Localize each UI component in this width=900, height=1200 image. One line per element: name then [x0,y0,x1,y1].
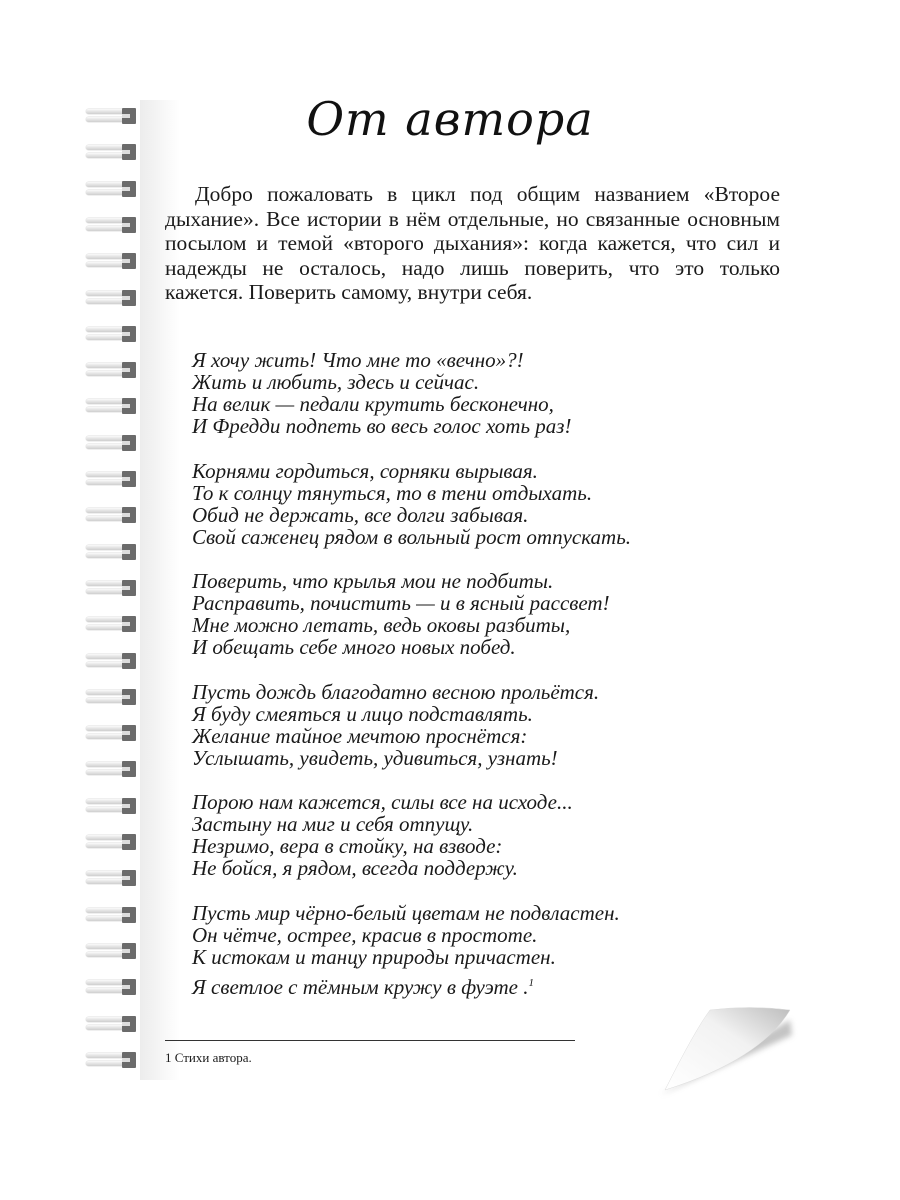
poem-line: Я хочу жить! Что мне то «вечно»?! [192,348,524,372]
poem-line: К истокам и танцу природы причастен. [192,944,556,969]
poem-line: Поверить, что крылья мои не подбиты. [192,569,554,593]
poem-line: Свой саженец рядом в вольный рост отпускать. [192,524,632,549]
spiral-ring [86,326,140,342]
poem-line: И обещать себе много новых побед. [192,635,516,659]
poem-line: Обид не держать, все долги забывая. [192,502,529,527]
poem-stanza [192,460,631,548]
spiral-ring [86,870,140,886]
poem-line: Порою нам кажется, силы все на исходе... [192,790,573,814]
spiral-ring [86,398,140,414]
footnote-divider [165,1040,575,1041]
poem-stanza [192,570,631,658]
spiral-ring [86,798,140,814]
spiral-ring [86,907,140,923]
footnote-reference[interactable]: 1 [528,976,534,989]
spiral-ring [86,253,140,269]
spiral-ring [86,144,140,160]
poem-stanza [192,791,631,879]
intro-paragraph: Добро пожаловать в цикл под общим названием «Второе дыхание». Все истории в нём отдельные, но связанные основным посылом и темой «второго дыхания»: когда кажется, что сил и надежды не осталось, надо лишь поверить, что это только кажется. Поверить самому, внутри себя. [165,182,780,304]
spiral-ring [86,725,140,741]
poem-line: И Фредди подпеть во весь голос хоть раз! [192,414,572,438]
poem [192,349,631,1020]
poem-line: На велик — педали крутить бесконечно, [192,392,554,416]
page-title: От автора [306,92,594,146]
poem-line: Жить и любить, здесь и сейчас. [192,370,480,394]
poem-line: Корнями гордиться, сорняки вырывая. [192,458,538,483]
page-curl-icon [640,980,800,1100]
poem-line: Пусть дождь благодатно весною прольётся. [192,679,600,704]
spiral-ring [86,761,140,777]
spiral-ring [86,580,140,596]
spiral-ring [86,471,140,487]
poem-line: Я буду смеяться и лицо подставлять. [192,701,533,726]
poem-stanza [192,349,631,437]
poem-line: Желание тайное мечтою проснётся: [192,723,528,748]
spiral-ring [86,181,140,197]
spiral-ring [86,979,140,995]
spiral-ring [86,290,140,306]
spiral-ring [86,362,140,378]
poem-line: То к солнцу тянуться, то в тени отдыхать. [192,480,593,505]
spiral-ring [86,834,140,850]
poem-stanza [192,681,631,769]
spiral-ring [86,544,140,560]
poem-stanza [192,902,631,998]
poem-line: Я светлое с тёмным кружу в фуэте .$^1$ [192,974,534,999]
footnote: 1 Стихи автора. [165,1050,252,1065]
poem-line: Услышать, увидеть, удивиться, узнать! [192,745,558,770]
poem-line: Не бойся, я рядом, всегда поддержу. [192,856,518,880]
spiral-ring [86,507,140,523]
poem-line: Мне можно летать, ведь оковы разбиты, [192,613,571,637]
spiral-ring [86,689,140,705]
spiral-ring [86,1016,140,1032]
spiral-ring [86,1052,140,1068]
spiral-ring [86,653,140,669]
spiral-ring [86,217,140,233]
poem-line: Расправить, почистить — и в ясный рассвет! [192,591,610,615]
spiral-ring [86,435,140,451]
poem-line: Пусть мир чёрно-белый цветам не подвластен. [192,900,620,925]
spiral-ring [86,616,140,632]
spiral-ring [86,943,140,959]
poem-line: Застыну на миг и себя отпущу. [192,812,474,836]
poem-line: Незримо, вера в стойку, на взводе: [192,834,503,858]
poem-line: Он чётче, острее, красив в простоте. [192,922,538,947]
